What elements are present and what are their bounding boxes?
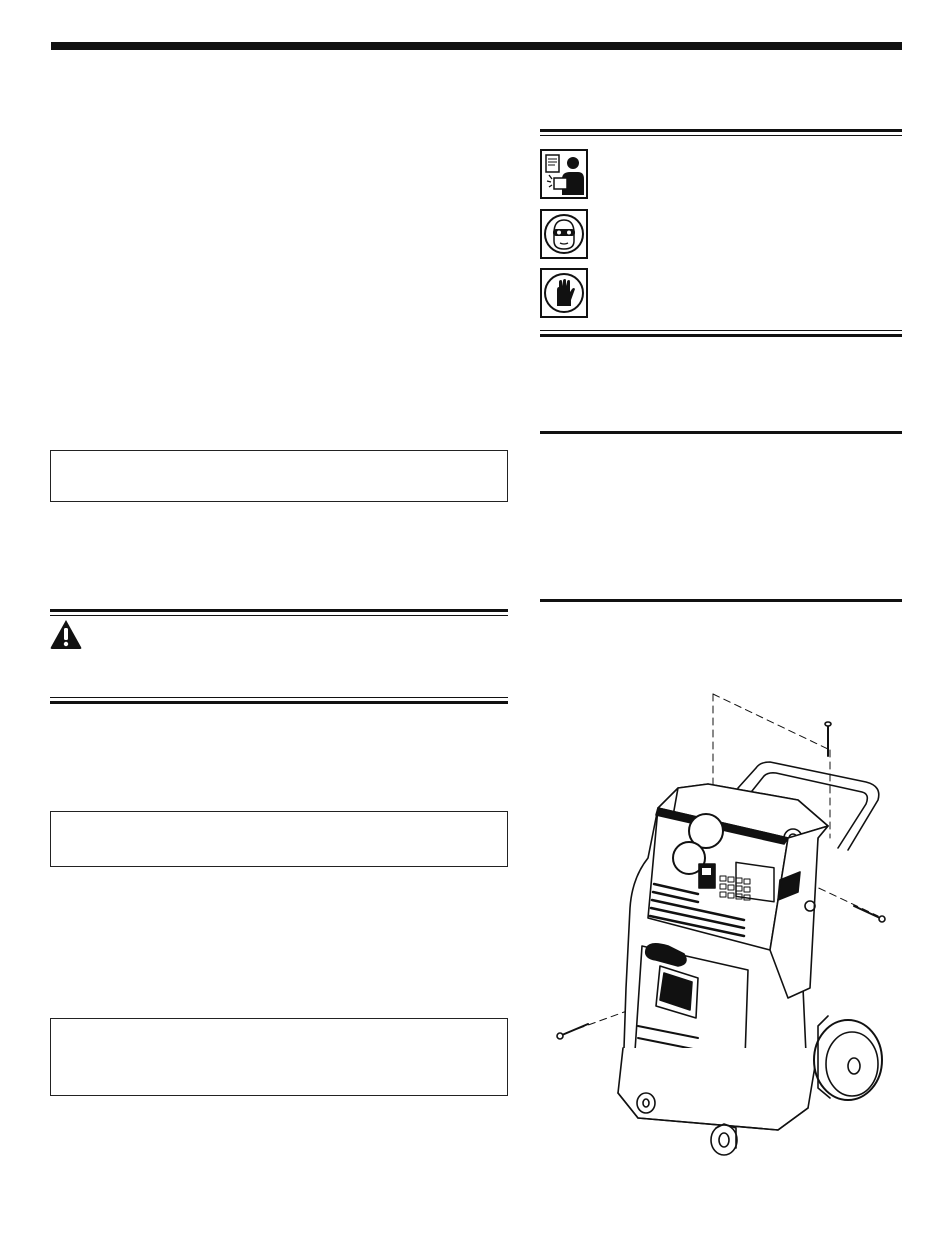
- read-manual-icon: [540, 149, 588, 199]
- header-bar: [51, 42, 902, 50]
- note-box-1: [50, 450, 508, 502]
- warning-top-rule: [50, 609, 508, 616]
- gloves-icon: [540, 268, 588, 318]
- section-rule-1: [540, 431, 902, 434]
- safety-goggles-icon: [540, 209, 588, 259]
- ppe-top-rule: [540, 129, 902, 136]
- ppe-bottom-rule: [540, 330, 902, 337]
- ac-recovery-machine-illustration: [548, 688, 898, 1168]
- screw-right-icon: [854, 906, 885, 922]
- warning-bottom-rule: [50, 697, 508, 704]
- note-box-3: [50, 1018, 508, 1096]
- screw-left-icon: [557, 1024, 588, 1039]
- section-rule-2: [540, 599, 902, 602]
- note-box-2: [50, 811, 508, 867]
- warning-triangle-icon: [49, 618, 83, 650]
